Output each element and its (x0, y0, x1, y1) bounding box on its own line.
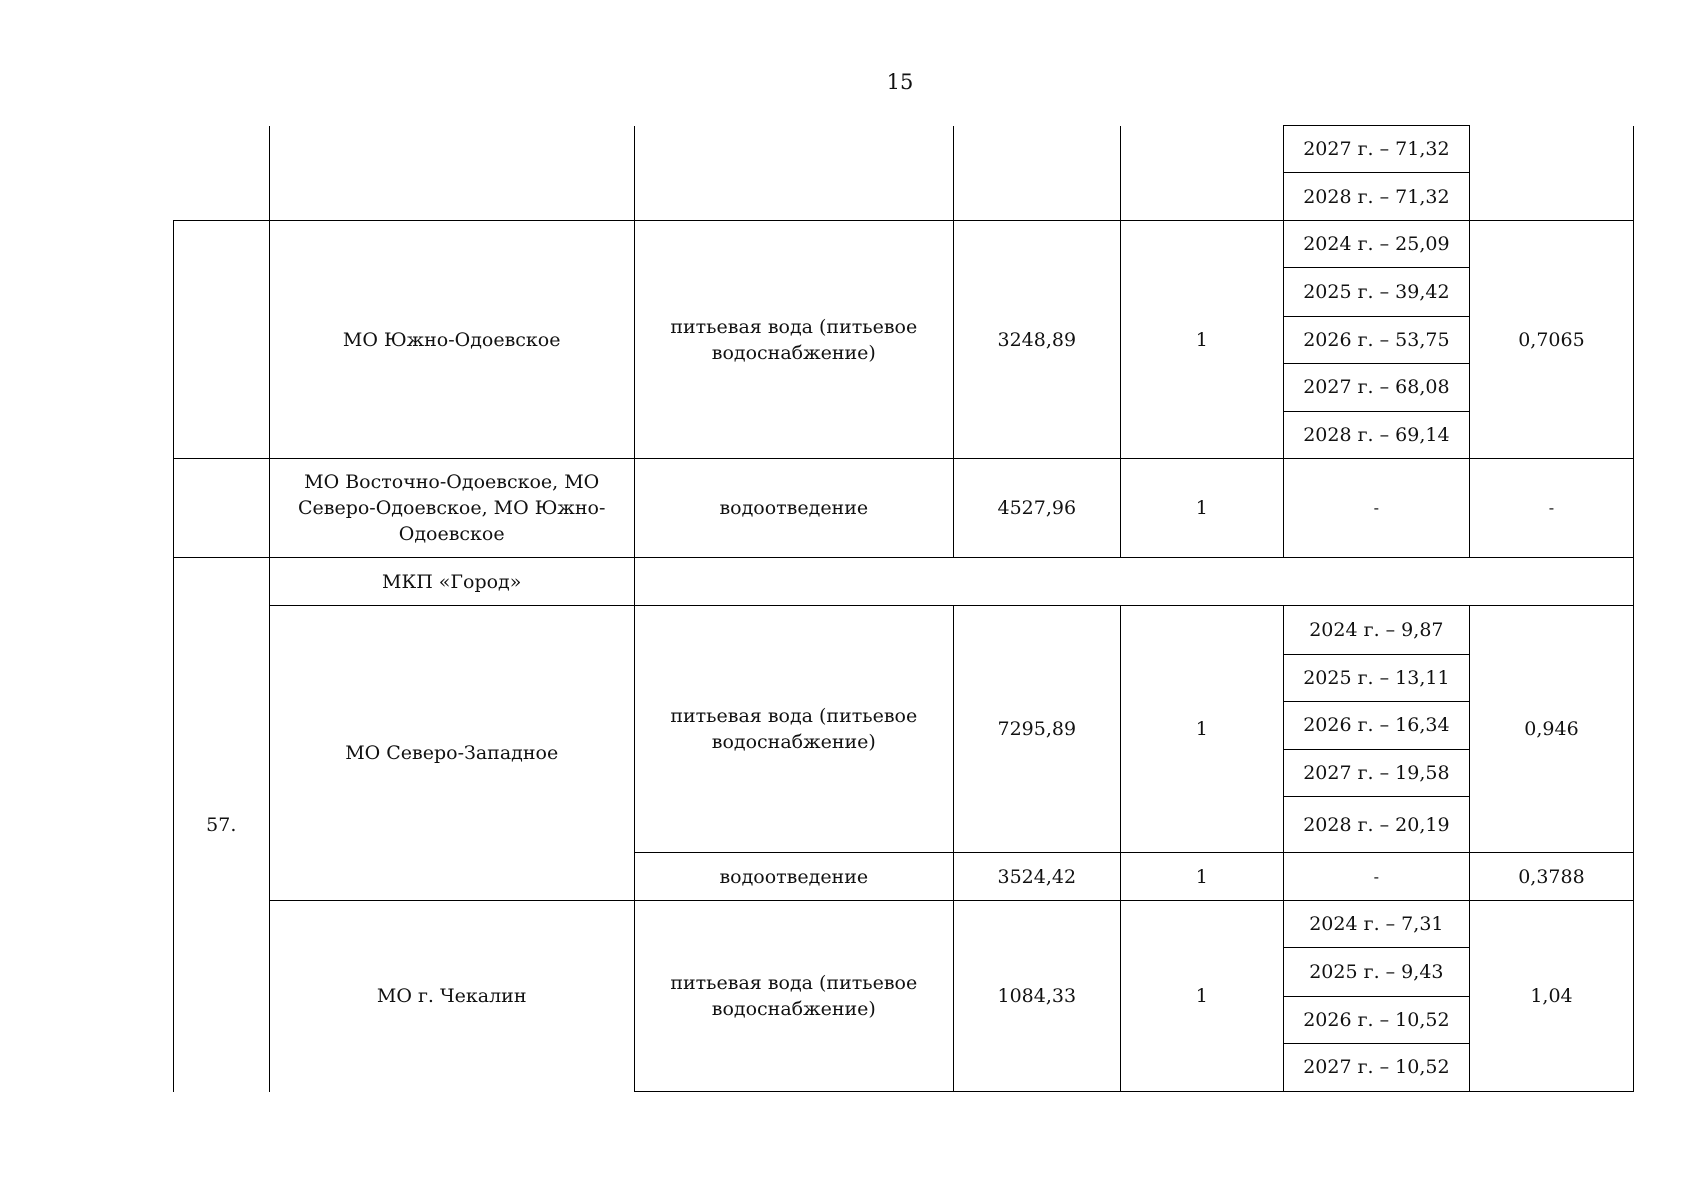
year-value-cell: 2027 г. – 71,32 (1283, 126, 1469, 173)
coef-cell: 1 (1120, 853, 1283, 901)
number-cell (174, 126, 270, 221)
resource-cell (634, 126, 953, 221)
year-value-cell: 2025 г. – 9,43 (1283, 948, 1469, 996)
year-value-cell: 2027 г. – 10,52 (1283, 1043, 1469, 1091)
year-value-cell: - (1283, 458, 1469, 557)
coef-cell: 1 (1120, 606, 1283, 853)
index-cell: - (1469, 458, 1633, 557)
municipality-cell: МО г. Чекалин (269, 901, 634, 1092)
value-cell (953, 126, 1120, 221)
year-value-cell: 2024 г. – 7,31 (1283, 901, 1469, 948)
table-row (174, 606, 1634, 654)
resource-cell: водоотведение (634, 853, 953, 901)
index-cell: 0,946 (1469, 606, 1633, 853)
value-cell: 7295,89 (953, 606, 1120, 853)
year-value-cell: 2028 г. – 20,19 (1283, 796, 1469, 852)
year-value-cell: 2026 г. – 10,52 (1283, 996, 1469, 1043)
municipality-cell: МО Северо-Западное (269, 606, 634, 901)
coef-cell: 1 (1120, 901, 1283, 1092)
year-value-cell: 2027 г. – 19,58 (1283, 749, 1469, 796)
value-cell: 1084,33 (953, 901, 1120, 1092)
organization-span-cell (634, 558, 1633, 606)
year-value-cell: - (1283, 853, 1469, 901)
municipality-cell: МО Южно-Одоевское (269, 221, 634, 459)
index-cell (1469, 126, 1633, 221)
table-row (174, 221, 1634, 268)
number-cell (174, 221, 270, 459)
resource-cell: питьевая вода (питьевое водоснабжение) (634, 606, 953, 853)
year-value-cell: 2025 г. – 39,42 (1283, 268, 1469, 316)
year-value-cell: 2025 г. – 13,11 (1283, 654, 1469, 701)
value-cell: 3524,42 (953, 853, 1120, 901)
coef-cell: 1 (1120, 221, 1283, 459)
table-row (174, 458, 1634, 557)
index-cell: 0,3788 (1469, 853, 1633, 901)
coef-cell (1120, 126, 1283, 221)
year-value-cell: 2027 г. – 68,08 (1283, 363, 1469, 411)
table-row (174, 558, 1634, 606)
municipality-cell (269, 126, 634, 221)
index-cell: 0,7065 (1469, 221, 1633, 459)
coef-cell: 1 (1120, 458, 1283, 557)
index-cell: 1,04 (1469, 901, 1633, 1092)
value-cell: 3248,89 (953, 221, 1120, 459)
year-value-cell: 2028 г. – 69,14 (1283, 411, 1469, 458)
year-value-cell: 2026 г. – 16,34 (1283, 701, 1469, 749)
year-value-cell: 2028 г. – 71,32 (1283, 173, 1469, 221)
year-value-cell: 2026 г. – 53,75 (1283, 316, 1469, 363)
value-cell: 4527,96 (953, 458, 1120, 557)
page-number: 15 (886, 70, 914, 94)
number-cell (174, 458, 270, 557)
resource-cell: питьевая вода (питьевое водоснабжение) (634, 221, 953, 459)
year-value-cell: 2024 г. – 25,09 (1283, 221, 1469, 268)
number-cell: 57. (174, 558, 270, 1092)
year-value-cell: 2024 г. – 9,87 (1283, 606, 1469, 654)
table-row (174, 901, 1634, 948)
organization-cell: МКП «Город» (269, 558, 634, 606)
municipality-cell: МО Восточно-Одоевское, МО Северо-Одоевское, МО Южно-Одоевское (269, 458, 634, 557)
table-row (174, 126, 1634, 173)
tariff-table (173, 125, 1634, 1092)
resource-cell: питьевая вода (питьевое водоснабжение) (634, 901, 953, 1092)
resource-cell: водоотведение (634, 458, 953, 557)
